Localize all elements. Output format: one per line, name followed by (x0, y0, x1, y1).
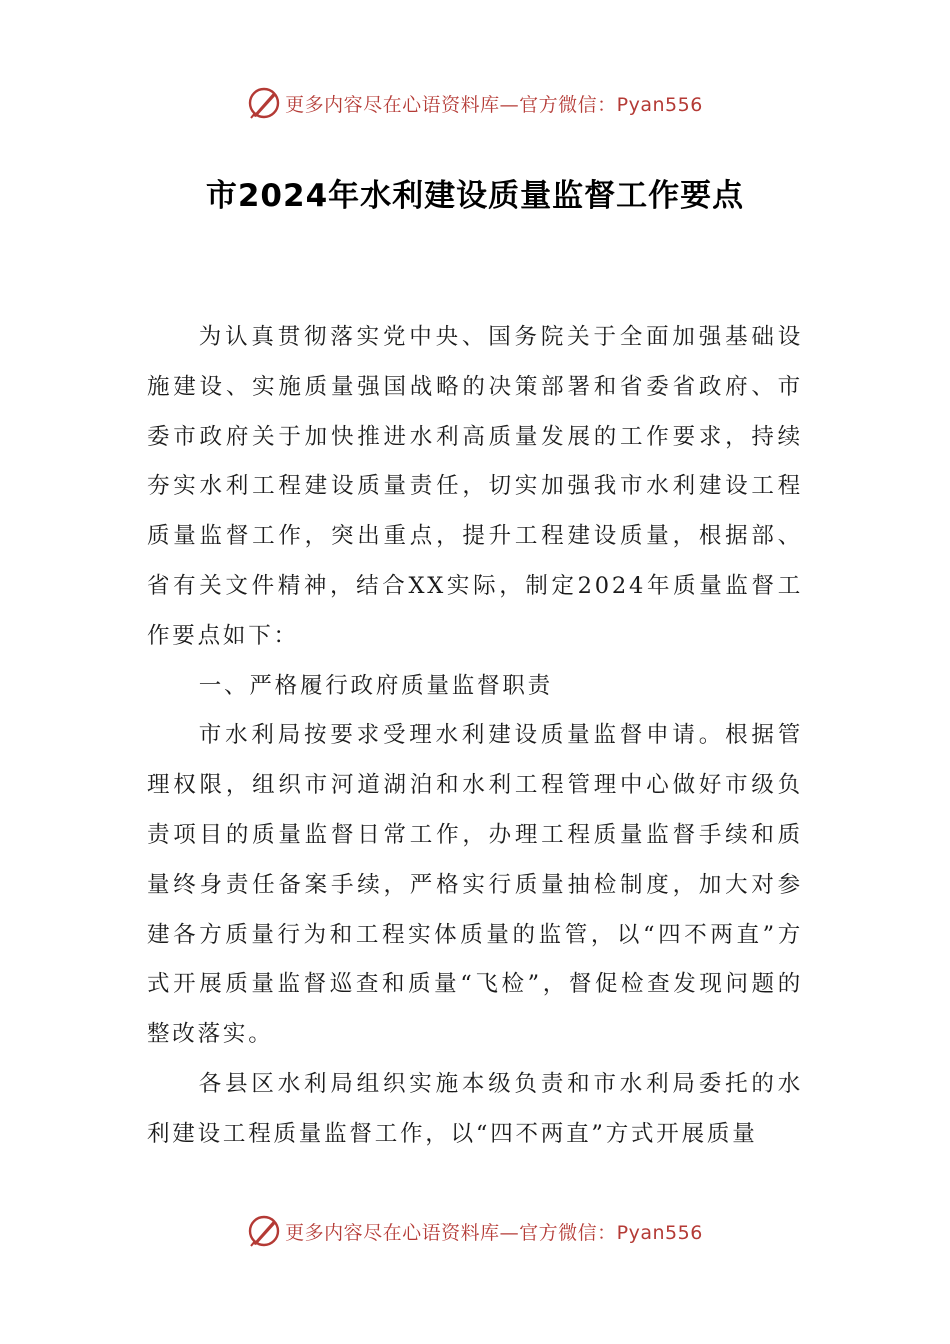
wechat-account: Pyan556 (616, 93, 703, 116)
intro-paragraph: 为认真贯彻落实党中央、国务院关于全面加强基础设施建设、实施质量强国战略的决策部署和省委省政府、市委市政府关于加快推进水利高质量发展的工作要求，持续夯实水利工程建设质量责任，切实加强我市水利建设工程质量监督工作，突出重点，提升工程建设质量，根据部、省有关文件精神，结合XX实际，制定2024年质量监督工作要点如下： (147, 324, 803, 649)
section-heading: 一、严格履行政府质量监督职责 (198, 672, 553, 699)
wechat-account: Pyan556 (616, 1221, 703, 1244)
document-title: 市2024年水利建设质量监督工作要点 (205, 178, 745, 214)
body-paragraph: 各县区水利局组织实施本级负责和市水利局委托的水利建设工程质量监督工作，以“四不两直”方式开展质量 (147, 1070, 803, 1147)
footer-banner (0, 1211, 950, 1251)
document-body (147, 313, 803, 1160)
quill-pen-icon (247, 1214, 281, 1248)
banner-text: 更多内容尽在心语资料库—官方微信：Pyan556 (285, 93, 703, 116)
body-paragraph: 市水利局按要求受理水利建设质量监督申请。根据管理权限，组织市河道湖泊和水利工程管理中心做好市级负责项目的质量监督日常工作，办理工程质量监督手续和质量终身责任备案手续，严格实行质量抽检制度，加大对参建各方质量行为和工程实体质量的监管，以“四不两直”方式开展质量监督巡查和质量“飞检”，督促检查发现问题的整改落实。 (147, 722, 803, 1048)
banner-text: 更多内容尽在心语资料库—官方微信：Pyan556 (285, 1221, 703, 1244)
quill-pen-icon (247, 86, 281, 120)
header-banner (0, 83, 950, 123)
